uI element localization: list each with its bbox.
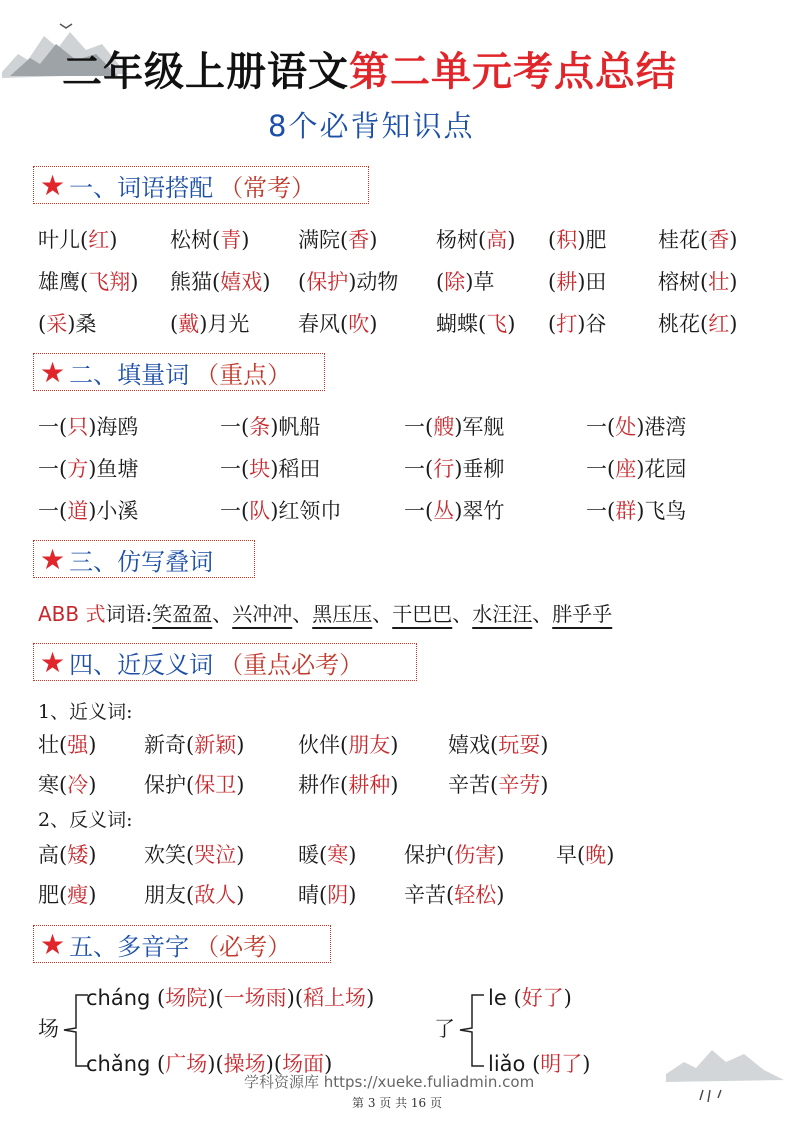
- polyphone-example: (好了): [513, 986, 572, 1010]
- abb-word: 胖乎乎: [552, 602, 613, 626]
- synonym-pair: 新奇(新颖): [144, 733, 245, 757]
- abb-words-line: ABB 式词语:笑盈盈、兴冲冲、黑压压、干巴巴、水汪汪、胖乎乎: [38, 602, 613, 626]
- collocation-item: 桂花(香): [658, 228, 738, 252]
- measure-word-item: 一(丛)翠竹: [404, 499, 505, 523]
- polyphone-example: (明了): [532, 1052, 591, 1076]
- section-heading-measure-words: ★ 二、填量词 （重点）: [33, 353, 325, 391]
- ink-mountain-decoration-bottom: [660, 1040, 790, 1110]
- collocation-item: 春风(吹): [298, 312, 378, 336]
- measure-word-item: 一(只)海鸥: [38, 415, 139, 439]
- collocation-item: 雄鹰(飞翔): [38, 270, 139, 294]
- collocation-item: 杨树(高): [436, 228, 516, 252]
- measure-word-item: 一(座)花园: [586, 457, 687, 481]
- collocation-item: (采)桑: [38, 312, 97, 336]
- page-subtitle: 8个必背知识点: [268, 109, 475, 143]
- antonyms-label: 2、反义词:: [38, 809, 133, 831]
- measure-word-item: 一(方)鱼塘: [38, 457, 139, 481]
- abb-word: 黑压压: [312, 602, 373, 626]
- star-icon: ★: [40, 927, 66, 961]
- synonym-pair: 壮(强): [38, 733, 97, 757]
- section-heading-synonyms-antonyms: ★ 四、近反义词 （重点必考）: [33, 643, 417, 681]
- measure-word-item: 一(处)港湾: [586, 415, 687, 439]
- collocation-item: (积)肥: [548, 228, 607, 252]
- pinyin: chǎng: [86, 1052, 158, 1076]
- collocation-item: 叶儿(红): [38, 228, 118, 252]
- polyphone-reading-chang-1: [86, 982, 374, 1012]
- synonym-pair: 伙伴(朋友): [298, 733, 399, 757]
- polyphone-char-chang: 场: [38, 1017, 59, 1041]
- collocation-item: 松树(青): [170, 228, 250, 252]
- antonym-pair: 欢笑(哭泣): [144, 843, 245, 867]
- antonym-pair: 暖(寒): [298, 843, 357, 867]
- page-number: 第 3 页 共 16 页: [352, 1096, 442, 1110]
- measure-word-item: 一(道)小溪: [38, 499, 139, 523]
- measure-word-item: 一(块)稻田: [220, 457, 321, 481]
- polyphone-example: (场院): [157, 986, 216, 1010]
- measure-word-item: 一(队)红领巾: [220, 499, 342, 523]
- abb-word: 笑盈盈: [152, 602, 213, 626]
- synonym-pair: 辛苦(辛劳): [448, 773, 549, 797]
- polyphone-example: (稻上场): [294, 986, 375, 1010]
- collocation-item: 桃花(红): [658, 312, 738, 336]
- footer-watermark-site: 学科资源库 https://xueke.fuliadmin.com: [244, 1073, 535, 1091]
- polyphone-example: (一场雨): [215, 986, 295, 1010]
- antonym-pair: 朋友(敌人): [144, 883, 245, 907]
- page-title: 二年级上册语文第二单元考点总结: [62, 49, 677, 95]
- collocation-item: (保护)动物: [298, 270, 399, 294]
- antonym-pair: 肥(瘦): [38, 883, 97, 907]
- collocation-item: 蝴蝶(飞): [436, 312, 516, 336]
- measure-word-item: 一(行)垂柳: [404, 457, 505, 481]
- bracket-le: [458, 992, 488, 1072]
- antonym-pair: 辛苦(轻松): [404, 883, 505, 907]
- pinyin: cháng: [86, 986, 158, 1010]
- star-icon: ★: [40, 355, 66, 389]
- abb-word: 兴冲冲: [232, 602, 293, 626]
- antonym-pair: 晴(阴): [298, 883, 357, 907]
- section-heading-reduplicated-words: ★ 三、仿写叠词: [33, 540, 255, 578]
- antonym-pair: 高(矮): [38, 843, 97, 867]
- collocation-item: 满院(香): [298, 228, 378, 252]
- synonyms-label: 1、近义词:: [38, 701, 133, 723]
- synonym-pair: 保护(保卫): [144, 773, 245, 797]
- pinyin: liǎo: [488, 1052, 533, 1076]
- collocation-item: 熊猫(嬉戏): [170, 270, 271, 294]
- section-heading-polyphones: ★ 五、多音字 （必考）: [33, 925, 331, 963]
- polyphone-char-le: 了: [434, 1017, 455, 1041]
- antonym-pair: 保护(伤害): [404, 843, 505, 867]
- measure-word-item: 一(艘)军舰: [404, 415, 505, 439]
- antonym-pair: 早(晚): [556, 843, 615, 867]
- polyphone-reading-le-1: [488, 982, 572, 1012]
- polyphone-example: (场面): [273, 1052, 333, 1076]
- measure-word-item: 一(条)帆船: [220, 415, 321, 439]
- synonym-pair: 嬉戏(玩耍): [448, 733, 549, 757]
- star-icon: ★: [40, 645, 66, 679]
- synonym-pair: 寒(冷): [38, 773, 97, 797]
- star-icon: ★: [40, 542, 66, 576]
- abb-word: 水汪汪: [472, 602, 533, 626]
- star-icon: ★: [40, 168, 66, 202]
- collocation-item: 榕树(壮): [658, 270, 738, 294]
- abb-word: 干巴巴: [392, 602, 453, 626]
- collocation-item: (耕)田: [548, 270, 607, 294]
- synonym-pair: 耕作(耕种): [298, 773, 399, 797]
- polyphone-example: (操场): [215, 1052, 274, 1076]
- collocation-item: (打)谷: [548, 312, 607, 336]
- polyphone-example: (广场): [157, 1052, 216, 1076]
- collocation-item: (戴)月光: [170, 312, 250, 336]
- section-heading-collocations: ★ 一、词语搭配 （常考）: [33, 166, 369, 204]
- pinyin: le: [488, 986, 514, 1010]
- measure-word-item: 一(群)飞鸟: [586, 499, 687, 523]
- collocation-item: (除)草: [436, 270, 495, 294]
